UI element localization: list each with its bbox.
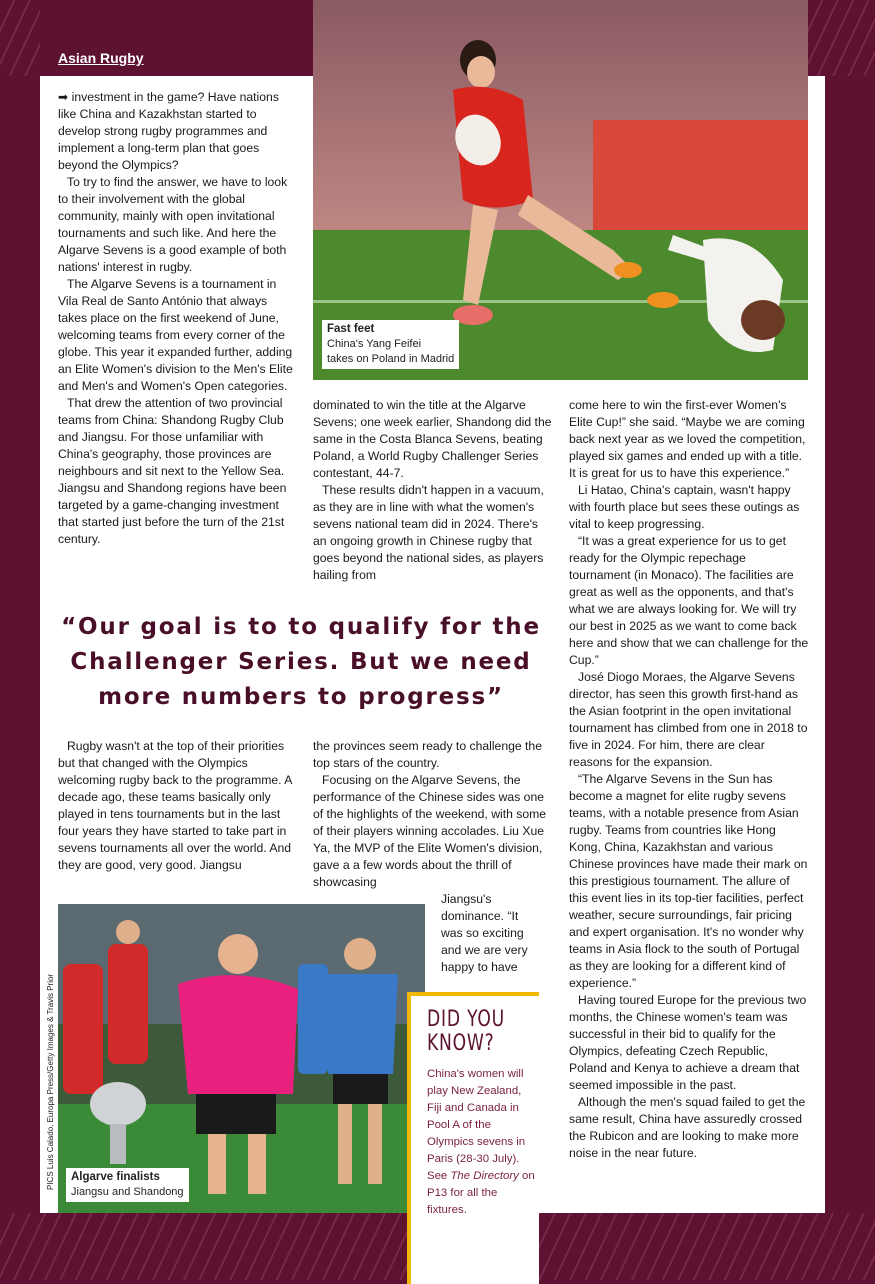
did-you-know-title: [427, 1008, 514, 1056]
paragraph: Focusing on the Algarve Sevens, the performance of the Chinese sides was one of the highlights of the weekend, with some of their players winning accolades. Liu Xue Ya, the MVP of the Elite Women's division, gave a a few words about the thrill of showcasing: [313, 773, 547, 889]
photo-credit: PICS Luis Calado, Europa Press/Getty Images & Travis Prior: [46, 973, 55, 1190]
stripe-decoration-top-right: [808, 0, 875, 76]
page-number: 72: [426, 1240, 440, 1254]
column-1-bottom: [58, 738, 298, 874]
stripe-decoration-top-left: [0, 0, 40, 76]
pull-quote-line: “Our goal is to to qualify for the: [61, 614, 541, 640]
did-you-know-title-line: KNOW?: [427, 1031, 495, 1056]
arrow-icon: ➡: [58, 90, 72, 104]
paragraph: That drew the attention of two provincial teams from China: Shandong Rugby Club and Jiangsu. For those unfamiliar with China's geography, those provinces are neighbours and sit next to the Yellow Sea. Jiangsu and Shandong regions have been targeted by a game-changing investment that started just before the turn of the 21st century.: [58, 396, 287, 546]
paragraph: Although the men's squad failed to get the same result, China have assuredly crossed the Rubicon and are looking to make more noise in the near future.: [569, 1095, 806, 1160]
caption-line: Jiangsu and Shandong: [71, 1186, 184, 1198]
did-you-know-title-line: DID YOU: [427, 1007, 506, 1032]
paragraph-text: investment in the game? Have nations like China and Kazakhstan started to develop strong rugby programmes and implement a long-term plan that goes beyond the Olympics?: [58, 90, 279, 172]
pull-quote: [56, 610, 546, 715]
caption-title: Fast feet: [327, 323, 375, 335]
photo-caption-algarve-finalists: [66, 1168, 189, 1202]
photo-caption-fast-feet: [322, 320, 459, 369]
column-2-bottom: [313, 738, 553, 891]
team-walkout-illustration: [58, 904, 425, 1213]
column-3: [569, 397, 809, 1162]
column-2-wrap-text: [441, 891, 541, 976]
caption-title: Algarve finalists: [71, 1171, 160, 1183]
section-title: Asian Rugby: [58, 50, 144, 66]
column-1-top: [58, 89, 298, 548]
caption-line: takes on Poland in Madrid: [327, 353, 455, 365]
paragraph: “It was a great experience for us to get ready for the Olympic repechage tournament (in Monaco). The facilities are great as well as the opponents, and that's what we are always looking for. We will try our best in 2025 as we want to come back here and show that we can challenge for the Cup.”: [569, 534, 809, 667]
paragraph: José Diogo Moraes, the Algarve Sevens director, has seen this growth first-hand as the Asian footprint in the open invitational tournament has climbed from one in 2018 to five in 2024. For him, there are clear reasons for the expansion.: [569, 670, 808, 769]
paragraph: To try to find the answer, we have to look to their involvement with the global community, mainly with open invitational tournaments and such like. And here the Algarve Sevens is a good example of both nations' interest in rugby.: [58, 175, 288, 274]
paragraph: the provinces seem ready to challenge the top stars of the country.: [313, 739, 542, 770]
paragraph: Jiangsu's dominance. “It was so exciting and we are very happy to have: [441, 892, 528, 974]
pull-quote-line: Challenger Series. But we need: [70, 649, 532, 675]
paragraph: Having toured Europe for the previous two months, the Chinese women's team was successful in their bid to qualify for the Olympics, defeating Czech Republic, Poland and Kenya to achieve a dream that seemed impossible in the past.: [569, 993, 807, 1092]
did-you-know-text: China's women will play New Zealand, Fiji and Canada in Pool A of the Olympics sevens in Paris (28-30 July). See: [427, 1068, 526, 1182]
paragraph: Rugby wasn't at the top of their priorities but that changed with the Olympics welcoming rugby back to the programme. A decade ago, these teams basically only played in tens tournaments but in the last four years they have started to take part in sevens tournaments all over the world. And they are good, very good. Jiangsu: [58, 739, 292, 872]
paragraph: dominated to win the title at the Algarve Sevens; one week earlier, Shandong did the same in the Costa Blanca Sevens, beating Poland, a World Rugby Challenger Series contestant, 44-7.: [313, 398, 552, 480]
did-you-know-tail: on P13 for all the fixtures.: [427, 1170, 535, 1216]
pull-quote-line: more numbers to progress”: [98, 684, 504, 710]
column-2-top: [313, 397, 553, 584]
did-you-know-body: [427, 1066, 539, 1219]
paragraph: Li Hatao, China's captain, wasn't happy with fourth place but sees these outings as vital to keep progressing.: [569, 483, 800, 531]
paragraph: [58, 89, 298, 174]
paragraph: come here to win the first-ever Women's Elite Cup!” she said. “Maybe we are coming back next year as we loved the competition, played six games and ended up with a title. It is great for us to have this experience.”: [569, 398, 806, 480]
photo-algarve-finalists: [58, 904, 425, 1213]
paragraph: The Algarve Sevens is a tournament in Vila Real de Santo António that always takes place on the first weekend of June, welcoming teams from every corner of the globe. This year it expanded further, adding an Elite Women's division to the Men's Elite and Men's and Women's Open categories.: [58, 277, 293, 393]
paragraph: “The Algarve Sevens in the Sun has become a magnet for elite rugby sevens teams, with a notable presence from Asian rugby. Teams from countries like Hong Kong, China, Kazakhstan and various Chinese provinces have made their mark on this prestigious tournament. The allure of this event lies in its top-tier facilities, perfect weather, secure surroundings, fair pricing and expert organisation. It's no wonder why teams in Asia flock to the south of Portugal as they are looking for a different kind of experience.”: [569, 772, 808, 990]
paragraph: These results didn't happen in a vacuum, as they are in line with what the women's sevens national team did in 2024. There's an ongoing growth in Chinese rugby that goes beyond the national sides, as players hailing from: [313, 483, 544, 582]
directory-link[interactable]: The Directory: [450, 1170, 519, 1182]
caption-line: China's Yang Feifei: [327, 338, 422, 350]
